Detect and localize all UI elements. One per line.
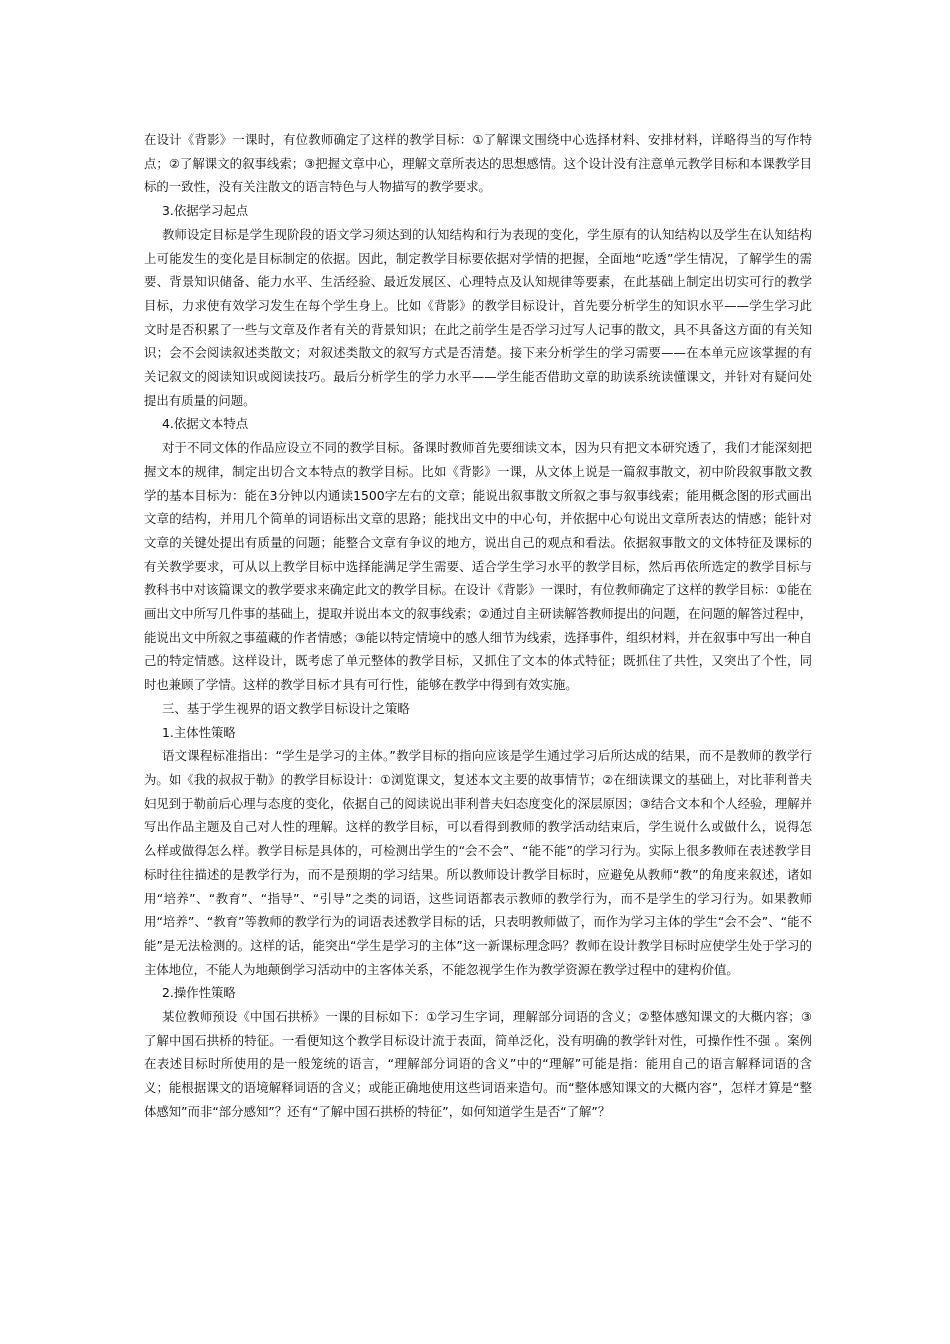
paragraph-subject-strategy: 语文课程标准指出：“学生是学习的主体。”教学目标的指向应该是学生通过学习后所达成的结果，而不是教师的教学行为。如《我的叔叔于勒》的教学目标设计：①浏览课文，复述本文主要的故事情节；②在细读课文的基础上，对比菲利普夫妇见到于勒前后心理与态度的变化，依据自己的阅读说出菲利普夫妇态度变化的深层原因；③结合文本和个人经验，理解并写出作品主题及自己对人性的理解。这样的教学目标，可以看得到教师的教学活动结束后，学生说什么或做什么，说得怎么样或做得怎么样。教学目标是具体的，可检测出学生的“会不会”、“能不能”的学习行为。实际上很多教师在表述教学目标时往往描述的是教学行为，而不是预期的学习结果。所以教师设计教学目标时，应避免从教师“教”的角度来叙述，诸如用“培养”、“教育”、“指导”、“引导”之类的词语，这些词语都表示教师的教学行为，而不是学生的学习行为。如果教师用“培养”、“教育”等教师的教学行为的词语表述教学目标的话，只表明教师做了，而作为学习主体的学生“会不会”、“能不能”是无法检测的。这样的话，能突出“学生是学习的主体”这一新课标理念吗？教师在设计教学目标时应使学生处于学习的主体地位，不能人为地颠倒学习活动中的主客体关系，不能忽视学生作为教学资源在教学过程中的建构价值。 bbox=[144, 748, 812, 977]
document-page bbox=[144, 128, 812, 1124]
heading-operational-strategy: 2.操作性策略 bbox=[162, 985, 236, 1001]
paragraph-learning-start: 教师设定目标是学生现阶段的语文学习须达到的认知结构和行为表现的变化，学生原有的认知结构以及学生在认知结构上可能发生的变化是目标制定的依据。因此，制定教学目标要依据对学情的把握，全面地“吃透”学生情况，了解学生的需要、背景知识储备、能力水平、生活经验、最近发展区、心理特点及认知规律等要素，在此基础上制定出切实可行的教学目标，力求使有效学习发生在每个学生身上。比如《背影》的教学目标设计，首先要分析学生的知识水平——学生学习此文时是否积累了一些与文章及作者有关的背景知识；在此之前学生是否学习过写人记事的散文，具不具备这方面的有关知识；会不会阅读叙述类散文；对叙述类散文的叙写方式是否清楚。接下来分析学生的学习需要——在本单元应该掌握的有关记叙文的阅读知识或阅读技巧。最后分析学生的学力水平——学生能否借助文章的助读系统读懂课文，并针对有疑问处提出有质量的问题。 bbox=[144, 226, 812, 408]
section-heading-strategies: 三、基于学生视界的语文教学目标设计之策略 bbox=[162, 700, 410, 716]
heading-text-features: 4.依据文本特点 bbox=[162, 416, 249, 432]
paragraph-operational-strategy: 某位教师预设《中国石拱桥》一课的目标如下：①学习生字词，理解部分词语的含义；②整体感知课文的大概内容；③了解中国石拱桥的特征。一看便知这个教学目标设计流于表面，简单泛化，没有明确的教学针对性，可操作性不强 。案例在表述目标时所使用的是一般笼统的语言，“理解部分词语的含义”中的“理解”可能是指：能用自己的语言解释词语的含义；能根据课文的语境解释词语的含义；或能正确地使用这些词语来造句。而“整体感知课文的大概内容”，怎样才算是“整体感知”而非“部分感知”？还有“了解中国石拱桥的特征”，如何知道学生是否“了解”？ bbox=[144, 1009, 812, 1119]
paragraph-intro: 在设计《背影》一课时，有位教师确定了这样的教学目标：①了解课文围绕中心选择材料、安排材料，详略得当的写作特点；②了解课文的叙事线索；③把握文章中心，理解文章所表达的思想感情。这个设计没有注意单元教学目标和本课教学目标的一致性，没有关注散文的语言特色与人物描写的教学要求。 bbox=[144, 132, 812, 195]
heading-subject-strategy: 1.主体性策略 bbox=[162, 724, 236, 740]
heading-learning-start: 3.依据学习起点 bbox=[162, 203, 249, 219]
paragraph-text-features: 对于不同文体的作品应设立不同的教学目标。备课时教师首先要细读文本，因为只有把文本研究透了，我们才能深刻把握文本的规律，制定出切合文本特点的教学目标。比如《背影》一课，从文体上说是一篇叙事散文，初中阶段叙事散文教学的基本目标为：能在3分钟以内通读1500字左右的文章；能说出叙事散文所叙之事与叙事线索；能用概念图的形式画出文章的结构，并用几个简单的词语标出文章的思路；能找出文中的中心句，并依据中心句说出文章所表达的情感；能针对文章的关键处提出有质量的问题；能整合文章有争议的地方，说出自己的观点和看法。依据叙事散文的文体特征及课标的有关教学要求，可从以上教学目标中选择能满足学生需要、适合学生学习水平的教学目标，然后再依所选定的教学目标与教科书中对该篇课文的教学要求来确定此文的教学目标。在设计《背影》一课时，有位教师确定了这样的教学目标：①能在画出文中所写几件事的基础上，提取并说出本文的叙事线索；②通过自主研读解答教师提出的问题，在问题的解答过程中，能说出文中所叙之事蕴藏的作者情感；③能以特定情境中的感人细节为线索，选择事件，组织材料，并在叙事中写出一种自己的特定情感。这样设计，既考虑了单元整体的教学目标，又抓住了文本的体式特征；既抓住了共性，又突出了个性，同时也兼顾了学情。这样的教学目标才具有可行性，能够在教学中得到有效实施。 bbox=[144, 440, 812, 693]
